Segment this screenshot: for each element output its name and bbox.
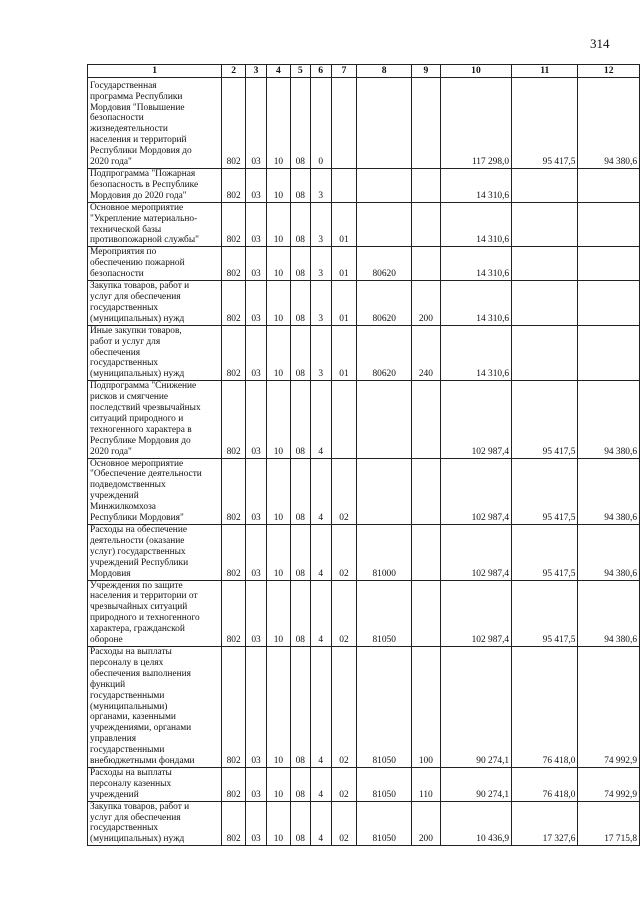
subsection-cell: 10 <box>267 78 291 169</box>
subprogram-code-cell: 3 <box>310 325 331 381</box>
amount-cell: 95 417,5 <box>512 78 578 169</box>
program-code-cell: 08 <box>290 281 310 326</box>
table-row <box>88 381 640 458</box>
table-row <box>88 580 640 646</box>
row-name-cell: Учреждения по защите населения и территории от чрезвычайных ситуаций природного и техногенного характера, гражданской обороне <box>88 580 222 646</box>
amount-cell: 102 987,4 <box>440 458 511 524</box>
row-name-cell: Подпрограмма "Пожарная безопасность в Республике Мордовия до 2020 года" <box>88 169 222 203</box>
header-cell: 9 <box>411 65 440 78</box>
amount-cell: 14 310,6 <box>440 247 511 281</box>
activity-code-cell: 01 <box>331 325 357 381</box>
expense-direction-cell: 80620 <box>357 281 412 326</box>
program-code-cell: 08 <box>290 78 310 169</box>
subsection-cell: 10 <box>267 801 291 846</box>
expense-type-cell <box>411 381 440 458</box>
section-cell: 03 <box>246 202 267 247</box>
grbs-code-cell: 802 <box>222 580 246 646</box>
header-cell: 5 <box>290 65 310 78</box>
section-cell: 03 <box>246 247 267 281</box>
activity-code-cell: 02 <box>331 801 357 846</box>
grbs-code-cell: 802 <box>222 169 246 203</box>
subprogram-code-cell: 4 <box>310 580 331 646</box>
program-code-cell: 08 <box>290 801 310 846</box>
table-row <box>88 767 640 801</box>
activity-code-cell <box>331 381 357 458</box>
program-code-cell: 08 <box>290 767 310 801</box>
grbs-code-cell: 802 <box>222 381 246 458</box>
subsection-cell: 10 <box>267 580 291 646</box>
row-name-cell: Расходы на обеспечение деятельности (оказание услуг) государственных учреждений Республики Мордовия <box>88 525 222 581</box>
header-cell: 1 <box>88 65 222 78</box>
section-cell: 03 <box>246 381 267 458</box>
expense-type-cell <box>411 458 440 524</box>
amount-cell: 102 987,4 <box>440 580 511 646</box>
expense-direction-cell: 81050 <box>357 767 412 801</box>
amount-cell <box>578 169 640 203</box>
amount-cell: 74 992,9 <box>578 767 640 801</box>
amount-cell: 102 987,4 <box>440 525 511 581</box>
subprogram-code-cell: 4 <box>310 767 331 801</box>
subsection-cell: 10 <box>267 646 291 767</box>
row-name-cell: Закупка товаров, работ и услуг для обеспечения государственных (муниципальных) нужд <box>88 801 222 846</box>
subprogram-code-cell: 0 <box>310 78 331 169</box>
amount-cell: 10 436,9 <box>440 801 511 846</box>
activity-code-cell: 02 <box>331 767 357 801</box>
amount-cell: 76 418,0 <box>512 646 578 767</box>
table-body <box>88 78 640 846</box>
section-cell: 03 <box>246 767 267 801</box>
amount-cell: 95 417,5 <box>512 580 578 646</box>
activity-code-cell: 01 <box>331 247 357 281</box>
amount-cell: 102 987,4 <box>440 381 511 458</box>
amount-cell: 94 380,6 <box>578 525 640 581</box>
program-code-cell: 08 <box>290 580 310 646</box>
activity-code-cell: 02 <box>331 580 357 646</box>
activity-code-cell: 02 <box>331 646 357 767</box>
table-row <box>88 801 640 846</box>
subprogram-code-cell: 4 <box>310 381 331 458</box>
amount-cell: 94 380,6 <box>578 381 640 458</box>
grbs-code-cell: 802 <box>222 801 246 846</box>
row-name-cell: Основное мероприятие "Укрепление материально- технической базы противопожарной службы" <box>88 202 222 247</box>
header-cell: 7 <box>331 65 357 78</box>
expense-direction-cell <box>357 381 412 458</box>
grbs-code-cell: 802 <box>222 458 246 524</box>
subprogram-code-cell: 4 <box>310 646 331 767</box>
program-code-cell: 08 <box>290 458 310 524</box>
expense-direction-cell: 81050 <box>357 580 412 646</box>
subprogram-code-cell: 3 <box>310 169 331 203</box>
section-cell: 03 <box>246 801 267 846</box>
section-cell: 03 <box>246 525 267 581</box>
amount-cell: 95 417,5 <box>512 525 578 581</box>
grbs-code-cell: 802 <box>222 646 246 767</box>
activity-code-cell <box>331 169 357 203</box>
amount-cell <box>512 247 578 281</box>
expense-type-cell <box>411 169 440 203</box>
section-cell: 03 <box>246 580 267 646</box>
subsection-cell: 10 <box>267 202 291 247</box>
expense-type-cell: 110 <box>411 767 440 801</box>
subprogram-code-cell: 4 <box>310 458 331 524</box>
expense-type-cell <box>411 247 440 281</box>
amount-cell: 14 310,6 <box>440 325 511 381</box>
activity-code-cell <box>331 78 357 169</box>
header-cell: 6 <box>310 65 331 78</box>
expense-type-cell: 100 <box>411 646 440 767</box>
expense-type-cell: 200 <box>411 281 440 326</box>
expense-direction-cell: 81050 <box>357 646 412 767</box>
table-row <box>88 169 640 203</box>
amount-cell <box>512 281 578 326</box>
grbs-code-cell: 802 <box>222 202 246 247</box>
amount-cell: 14 310,6 <box>440 281 511 326</box>
expense-type-cell <box>411 525 440 581</box>
subprogram-code-cell: 4 <box>310 801 331 846</box>
row-name-cell: Расходы на выплаты персоналу казенных учреждений <box>88 767 222 801</box>
grbs-code-cell: 802 <box>222 247 246 281</box>
activity-code-cell: 02 <box>331 458 357 524</box>
subsection-cell: 10 <box>267 281 291 326</box>
header-cell: 10 <box>440 65 511 78</box>
grbs-code-cell: 802 <box>222 325 246 381</box>
amount-cell: 17 715,8 <box>578 801 640 846</box>
amount-cell: 117 298,0 <box>440 78 511 169</box>
subprogram-code-cell: 3 <box>310 281 331 326</box>
subsection-cell: 10 <box>267 525 291 581</box>
header-cell: 11 <box>512 65 578 78</box>
subprogram-code-cell: 3 <box>310 202 331 247</box>
grbs-code-cell: 802 <box>222 78 246 169</box>
amount-cell <box>578 247 640 281</box>
table-row <box>88 247 640 281</box>
table-row <box>88 458 640 524</box>
header-cell: 12 <box>578 65 640 78</box>
table-row <box>88 78 640 169</box>
amount-cell: 14 310,6 <box>440 202 511 247</box>
program-code-cell: 08 <box>290 247 310 281</box>
table-header-row <box>88 65 640 78</box>
table-row <box>88 646 640 767</box>
program-code-cell: 08 <box>290 525 310 581</box>
budget-table <box>87 64 640 846</box>
amount-cell <box>578 325 640 381</box>
row-name-cell: Основное мероприятие "Обеспечение деятельности подведомственных учреждений Минжилкомхоза Республики Мордовия" <box>88 458 222 524</box>
subsection-cell: 10 <box>267 169 291 203</box>
amount-cell <box>512 169 578 203</box>
section-cell: 03 <box>246 458 267 524</box>
expense-direction-cell: 81050 <box>357 801 412 846</box>
amount-cell: 94 380,6 <box>578 78 640 169</box>
expense-type-cell <box>411 78 440 169</box>
header-cell: 2 <box>222 65 246 78</box>
row-name-cell: Мероприятия по обеспечению пожарной безопасности <box>88 247 222 281</box>
expense-direction-cell: 80620 <box>357 247 412 281</box>
section-cell: 03 <box>246 325 267 381</box>
amount-cell <box>578 281 640 326</box>
subsection-cell: 10 <box>267 767 291 801</box>
section-cell: 03 <box>246 169 267 203</box>
activity-code-cell: 02 <box>331 525 357 581</box>
subprogram-code-cell: 3 <box>310 247 331 281</box>
section-cell: 03 <box>246 78 267 169</box>
expense-type-cell <box>411 202 440 247</box>
activity-code-cell: 01 <box>331 202 357 247</box>
section-cell: 03 <box>246 281 267 326</box>
amount-cell: 94 380,6 <box>578 580 640 646</box>
program-code-cell: 08 <box>290 325 310 381</box>
subprogram-code-cell: 4 <box>310 525 331 581</box>
amount-cell: 95 417,5 <box>512 458 578 524</box>
amount-cell <box>512 202 578 247</box>
amount-cell: 95 417,5 <box>512 381 578 458</box>
header-cell: 3 <box>246 65 267 78</box>
subsection-cell: 10 <box>267 325 291 381</box>
expense-type-cell: 200 <box>411 801 440 846</box>
amount-cell: 14 310,6 <box>440 169 511 203</box>
expense-direction-cell <box>357 458 412 524</box>
subsection-cell: 10 <box>267 381 291 458</box>
table-row <box>88 325 640 381</box>
table-row <box>88 525 640 581</box>
header-cell: 8 <box>357 65 412 78</box>
row-name-cell: Иные закупки товаров, работ и услуг для обеспечения государственных (муниципальных) нужд <box>88 325 222 381</box>
row-name-cell: Подпрограмма "Снижение рисков и смягчение последствий чрезвычайных ситуаций природного и техногенного характера в Республике Мордовия до 2020 года" <box>88 381 222 458</box>
header-cell: 4 <box>267 65 291 78</box>
amount-cell: 90 274,1 <box>440 646 511 767</box>
expense-direction-cell <box>357 202 412 247</box>
activity-code-cell: 01 <box>331 281 357 326</box>
row-name-cell: Расходы на выплаты персоналу в целях обеспечения выполнения функций государственными (муниципальными) органами, казенными учреждениями, органами управления государственными внебюджетными фондами <box>88 646 222 767</box>
program-code-cell: 08 <box>290 646 310 767</box>
expense-direction-cell <box>357 78 412 169</box>
table-row <box>88 202 640 247</box>
table-row <box>88 281 640 326</box>
program-code-cell: 08 <box>290 381 310 458</box>
grbs-code-cell: 802 <box>222 525 246 581</box>
row-name-cell: Закупка товаров, работ и услуг для обеспечения государственных (муниципальных) нужд <box>88 281 222 326</box>
program-code-cell: 08 <box>290 169 310 203</box>
expense-direction-cell <box>357 169 412 203</box>
expense-direction-cell: 81000 <box>357 525 412 581</box>
amount-cell: 76 418,0 <box>512 767 578 801</box>
amount-cell <box>512 325 578 381</box>
section-cell: 03 <box>246 646 267 767</box>
amount-cell: 90 274,1 <box>440 767 511 801</box>
subsection-cell: 10 <box>267 458 291 524</box>
subsection-cell: 10 <box>267 247 291 281</box>
grbs-code-cell: 802 <box>222 767 246 801</box>
amount-cell: 17 327,6 <box>512 801 578 846</box>
amount-cell: 94 380,6 <box>578 458 640 524</box>
expense-type-cell <box>411 580 440 646</box>
amount-cell <box>578 202 640 247</box>
expense-type-cell: 240 <box>411 325 440 381</box>
program-code-cell: 08 <box>290 202 310 247</box>
page-number: 314 <box>590 36 610 51</box>
row-name-cell: Государственная программа Республики Мордовия "Повышение безопасности жизнедеятельности населения и территорий Республики Мордовия до 2020 года" <box>88 78 222 169</box>
amount-cell: 74 992,9 <box>578 646 640 767</box>
grbs-code-cell: 802 <box>222 281 246 326</box>
expense-direction-cell: 80620 <box>357 325 412 381</box>
